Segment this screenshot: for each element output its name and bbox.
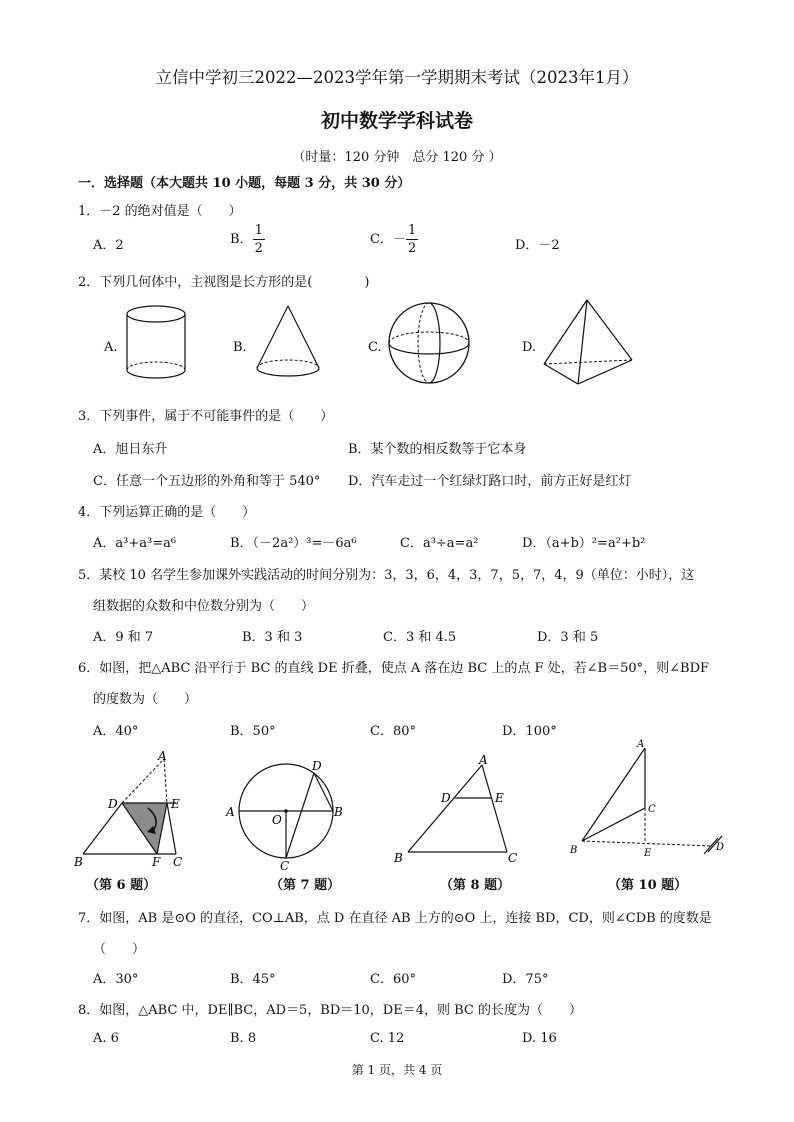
q8-option-a: A. 6 [93, 1031, 119, 1046]
fig7-label-d: D [312, 759, 322, 773]
q4-option-d: D．（a+b）²=a²+b² [522, 536, 646, 551]
q7-line1: 7．如图，AB 是⊙O 的直径，CO⊥AB，点 D 在直径 AB 上方的⊙O 上，连接 BD，CD，则∠CDB 的度数是 [78, 911, 712, 926]
fig10-label-a: A [637, 739, 645, 750]
subject-title: 初中数学学科试卷 [320, 110, 473, 132]
fig8-label-d: D [441, 791, 451, 805]
q6-line2: 的度数为（ ） [93, 692, 198, 707]
exam-title: 立信中学初三2022—2023学年第一学期期末考试（2023年1月） [155, 68, 639, 87]
figure-8 [390, 750, 526, 872]
q8-option-c: C. 12 [370, 1031, 405, 1046]
q1-option-d: D．－2 [515, 238, 560, 253]
fig8-label-a: A [479, 753, 488, 767]
q8-option-d: D. 16 [522, 1031, 557, 1046]
fig8-caption: （第 8 题） [440, 878, 511, 893]
q1-option-a: A．2 [93, 238, 124, 253]
q1-option-c: C．－ $\frac{1}{2}$ [370, 223, 417, 256]
q7-line2: （ ） [93, 942, 146, 957]
q2-option-a: A. [104, 340, 118, 355]
q8-stem: 8．如图，△ABC 中，DE∥BC，AD＝5，BD＝10，DE＝4，则 BC 的长度为（ ） [78, 1003, 582, 1018]
fig6-caption: （第 6 题） [86, 878, 157, 893]
q4-stem: 4．下列运算正确的是（ ） [78, 505, 256, 520]
fig6-label-a: A [158, 749, 167, 763]
q7-option-c: C．60° [370, 972, 416, 987]
figure-6 [70, 746, 200, 874]
q5-option-a: A．9 和 7 [93, 630, 154, 645]
fig10-label-b: B [570, 845, 578, 856]
fig6-label-e: E [171, 797, 180, 811]
fig6-label-b: B [74, 855, 83, 869]
time-info: （时量：120 分钟 总分 120 分 ） [292, 150, 502, 165]
q1-stem: 1．－2 的绝对值是（ ） [78, 204, 242, 219]
fig10-label-e: E [644, 848, 652, 859]
sphere-figure [386, 300, 472, 386]
q5-option-b: B．3 和 3 [242, 630, 303, 645]
cylinder-figure [124, 302, 192, 384]
page-footer: 第 1 页，共 4 页 [351, 1063, 443, 1077]
q5-line1: 5．某校 10 名学生参加课外实践活动的时间分别为：3，3，6，4，3，7，5，7，4，9（单位：小时），这 [78, 568, 695, 583]
pyramid-figure [540, 296, 636, 388]
q5-option-d: D．3 和 5 [537, 630, 599, 645]
fig6-label-d: D [108, 797, 118, 811]
q7-option-b: B．45° [230, 972, 276, 987]
fig10-caption: （第 10 题） [608, 878, 688, 893]
q3-option-b: B．某个数的相反数等于它本身 [348, 442, 527, 457]
q3-option-c: C．任意一个五边形的外角和等于 540° [93, 474, 321, 489]
q1-option-b: B． $\frac{1}{2}$ [230, 223, 263, 256]
fig7-label-a: A [226, 805, 235, 819]
fig8-label-c: C [508, 851, 518, 865]
q3-option-a: A．旭日东升 [93, 442, 168, 457]
fig7-label-c: C [280, 859, 290, 873]
q6-option-c: C．80° [370, 724, 416, 739]
section-heading: 一．选择题（本大题共 10 小题，每题 3 分，共 30 分） [78, 176, 411, 191]
q4-option-a: A．a³+a³=a⁶ [93, 536, 177, 551]
fig8-label-e: E [495, 791, 504, 805]
q8-option-b: B. 8 [230, 1031, 257, 1046]
q4-option-c: C．a³÷a=a² [400, 536, 479, 551]
q7-option-a: A．30° [93, 972, 139, 987]
q6-option-a: A．40° [93, 724, 139, 739]
figure-7 [222, 752, 348, 874]
fig7-label-b: B [334, 805, 343, 819]
q6-option-d: D．100° [502, 724, 557, 739]
q4-option-b: B．（－2a²）³=－6a⁶ [230, 536, 357, 551]
fig10-label-d: D [716, 842, 725, 853]
fig6-label-c: C [173, 855, 183, 869]
fig10-label-c: C [648, 804, 656, 815]
fig7-label-o: O [272, 813, 282, 827]
fig8-label-b: B [394, 851, 403, 865]
fig6-label-f: F [152, 855, 161, 869]
q2-stem: 2．下列几何体中，主视图是长方形的是( ) [78, 275, 370, 290]
q6-line1: 6．如图，把△ABC 沿平行于 BC 的直线 DE 折叠，使点 A 落在边 BC 上的点 F 处，若∠B＝50°，则∠BDF [78, 661, 710, 676]
q2-option-c: C. [368, 340, 382, 355]
q2-option-d: D. [522, 340, 537, 355]
q5-line2: 组数据的众数和中位数分别为（ ） [93, 599, 315, 614]
fig7-caption: （第 7 题） [270, 878, 341, 893]
q2-option-b: B. [233, 340, 247, 355]
q6-option-b: B．50° [230, 724, 276, 739]
q3-option-d: D．汽车走过一个红绿灯路口时，前方正好是红灯 [348, 474, 632, 489]
q3-stem: 3．下列事件，属于不可能事件的是（ ） [78, 409, 334, 424]
q5-option-c: C．3 和 4.5 [383, 630, 457, 645]
cone-figure [252, 302, 324, 384]
q7-option-d: D．75° [502, 972, 549, 987]
figure-10 [566, 738, 736, 872]
